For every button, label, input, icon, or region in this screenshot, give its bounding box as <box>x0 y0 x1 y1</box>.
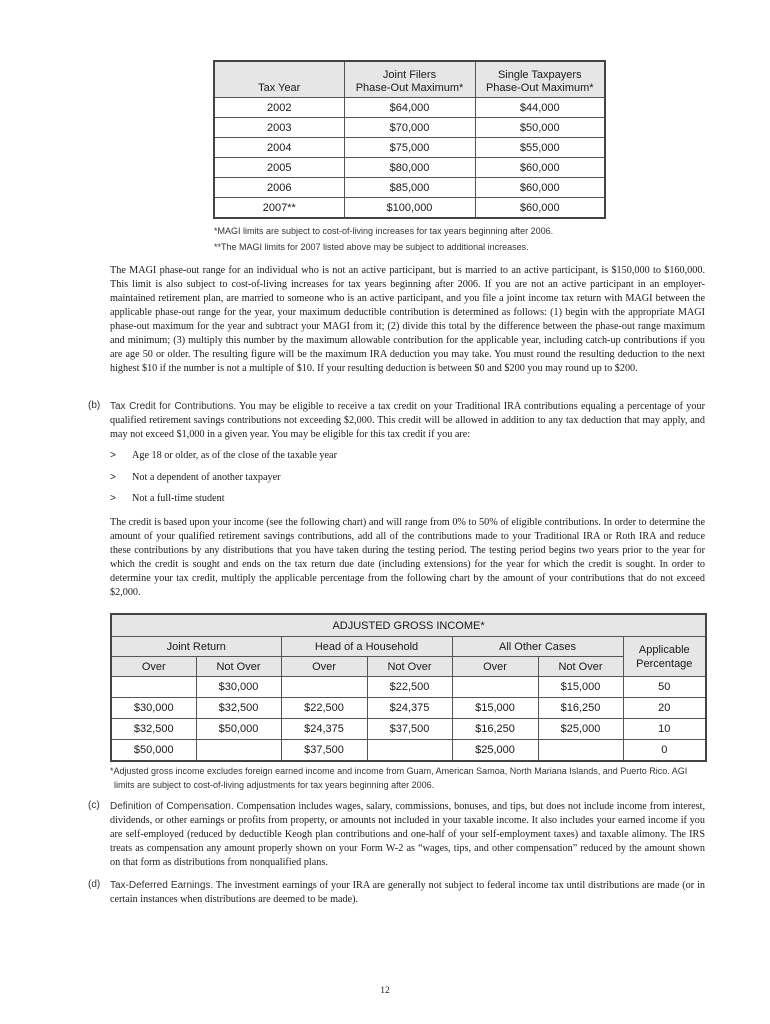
table-cell: 2006 <box>214 178 344 198</box>
table-cell: 2007** <box>214 198 344 219</box>
table-cell: 0 <box>623 740 706 762</box>
section-b-label: (b) <box>88 400 101 411</box>
col-header-not-over: Not Over <box>196 657 281 677</box>
table-row <box>214 158 605 178</box>
magi-phase-out-table <box>213 60 606 219</box>
section-d-heading: Tax-Deferred Earnings. <box>110 880 214 891</box>
table-cell: $25,000 <box>452 740 538 762</box>
table-cell: 10 <box>623 719 706 740</box>
table-cell <box>111 677 196 698</box>
table-cell <box>367 740 452 762</box>
table-cell: $64,000 <box>344 98 475 118</box>
table-cell: $70,000 <box>344 118 475 138</box>
table-cell: $37,500 <box>367 719 452 740</box>
table-cell: $15,000 <box>452 698 538 719</box>
table-row <box>111 698 706 719</box>
table-cell: $75,000 <box>344 138 475 158</box>
table1-footnote-1: *MAGI limits are subject to cost-of-living increases for tax years beginning after 2006. <box>214 226 554 236</box>
col-group-head-of-household: Head of a Household <box>281 637 452 657</box>
table-cell: 50 <box>623 677 706 698</box>
table-cell: $32,500 <box>196 698 281 719</box>
col-header-over: Over <box>452 657 538 677</box>
section-b-heading: Tax Credit for Contributions. <box>110 401 237 412</box>
table2-footnote-line-1: *Adjusted gross income excludes foreign earned income and income from Guam, American Samoa, North Mariana Islands, and Puerto Rico. AGI <box>110 766 688 776</box>
table-row <box>111 677 706 698</box>
table-cell: 2002 <box>214 98 344 118</box>
table-cell: $100,000 <box>344 198 475 219</box>
bullet-marker: > <box>110 450 116 461</box>
table-cell <box>538 740 623 762</box>
table-header-row <box>111 614 706 637</box>
list-item <box>110 493 225 504</box>
section-d-paragraph <box>110 879 705 907</box>
table-cell: $50,000 <box>475 118 605 138</box>
col-header-not-over: Not Over <box>367 657 452 677</box>
col-header-single-taxpayers: Single Taxpayers Phase-Out Maximum* <box>475 61 605 98</box>
table-cell: $50,000 <box>196 719 281 740</box>
table-cell: $16,250 <box>452 719 538 740</box>
table-cell <box>452 677 538 698</box>
table-cell: $16,250 <box>538 698 623 719</box>
col-header-applicable-percentage: Applicable Percentage <box>623 637 706 677</box>
col-header-tax-year: Tax Year <box>214 61 344 98</box>
agi-credit-table <box>110 613 707 762</box>
table-cell: $22,500 <box>367 677 452 698</box>
table-cell: $32,500 <box>111 719 196 740</box>
table1-footnote-2: **The MAGI limits for 2007 listed above may be subject to additional increases. <box>214 242 529 252</box>
table-cell: $44,000 <box>475 98 605 118</box>
table-cell: 2004 <box>214 138 344 158</box>
section-d-text: The investment earnings of your IRA are generally not subject to federal income tax until distributions are made (or in certain instances when distributions are deemed to be made). <box>110 880 705 905</box>
table-cell: $25,000 <box>538 719 623 740</box>
bullet-marker: > <box>110 472 116 483</box>
table-cell: $50,000 <box>111 740 196 762</box>
tax-credit-paragraph: The credit is based upon your income (see the following chart) and will range from 0% to 50% of eligible contributions. In order to determine the amount of your qualified retirement savings contributions, add all of the contributions made to your Traditional IRA or Roth IRA and reduce these contributions by any distributions that you have taken during the testing period. The testing period begins two years prior to the year for which the credit is sought and ends on the tax return due date (including extensions) for the year for which the credit is sought. In order to determine your tax credit, multiply the applicable percentage from the following chart by the amount of your contributions that do not exceed $2,000. <box>110 517 705 598</box>
table-cell: 2005 <box>214 158 344 178</box>
table-row <box>214 198 605 219</box>
table-header-row <box>214 61 605 98</box>
table-row <box>111 719 706 740</box>
table-cell: $85,000 <box>344 178 475 198</box>
list-item <box>110 450 337 461</box>
table-cell: $55,000 <box>475 138 605 158</box>
table-cell: $24,375 <box>367 698 452 719</box>
table-cell: $60,000 <box>475 198 605 219</box>
table-header-row <box>111 637 706 657</box>
table-row <box>214 98 605 118</box>
magi-paragraph: The MAGI phase-out range for an individual who is not an active participant, but is married to an active participant, is $150,000 to $160,000. This limit is also subject to cost-of-living increases for tax years beginning after 2006. If you are not an active participant in an employer-maintained retirement plan, are married to someone who is an active participant, and you file a joint income tax return with MAGI between the applicable phase-out range for the year, your maximum deductible contribution is determined as follows: (1) begin with the appropriate MAGI phase-out maximum for the year and subtract your MAGI from it; (2) divide this total by the difference between the phase-out range maximum and minimum; (3) multiply this number by the maximum allowable contribution for the applicable year, including catch-up contributions if you are age 50 or older. The resulting figure will be the maximum IRA deduction you may take. You must round the resulting deduction to the next highest $10 if the number is not a multiple of $10. If your resulting deduction is between $0 and $200 you may round up to $200. <box>110 265 705 374</box>
page-number: 12 <box>380 986 390 996</box>
bullet-marker: > <box>110 493 116 504</box>
col-group-joint-return: Joint Return <box>111 637 281 657</box>
table-cell: $22,500 <box>281 698 367 719</box>
table-cell: $80,000 <box>344 158 475 178</box>
section-c-paragraph <box>110 800 705 870</box>
table-cell: $15,000 <box>538 677 623 698</box>
section-c-heading: Definition of Compensation. <box>110 801 234 812</box>
section-c-label: (c) <box>88 800 100 811</box>
table-cell: $30,000 <box>111 698 196 719</box>
col-header-not-over: Not Over <box>538 657 623 677</box>
section-d-label: (d) <box>88 879 101 890</box>
table-cell: $60,000 <box>475 178 605 198</box>
table-cell: 20 <box>623 698 706 719</box>
table-row <box>214 138 605 158</box>
table2-footnote-line-2: limits are subject to cost-of-living adjustments for tax years beginning after 2006. <box>114 780 435 790</box>
table-cell <box>281 677 367 698</box>
section-b-paragraph <box>110 400 705 442</box>
col-group-all-other-cases: All Other Cases <box>452 637 623 657</box>
table-cell: $30,000 <box>196 677 281 698</box>
list-item-text: Not a full-time student <box>132 493 225 504</box>
table-row <box>214 178 605 198</box>
table-cell: $60,000 <box>475 158 605 178</box>
agi-title: ADJUSTED GROSS INCOME* <box>111 614 706 637</box>
table-cell <box>196 740 281 762</box>
section-b-text: You may be eligible to receive a tax credit on your Traditional IRA contributions equaling a percentage of your qualified retirement savings contributions not exceeding $2,000. This credit will be allowed in addition to any tax deduction that may apply, and may not exceed $1,000 in a given year. You may be eligible for this tax credit if you are: <box>110 401 705 440</box>
table-cell: 2003 <box>214 118 344 138</box>
col-header-over: Over <box>281 657 367 677</box>
table-cell: $37,500 <box>281 740 367 762</box>
col-header-joint-filers: Joint Filers Phase-Out Maximum* <box>344 61 475 98</box>
list-item <box>110 472 281 483</box>
table-header-row <box>111 657 706 677</box>
table-cell: $24,375 <box>281 719 367 740</box>
list-item-text: Age 18 or older, as of the close of the taxable year <box>132 450 337 461</box>
list-item-text: Not a dependent of another taxpayer <box>132 472 281 483</box>
col-header-over: Over <box>111 657 196 677</box>
table-row <box>111 740 706 762</box>
table-row <box>214 118 605 138</box>
section-c-text: Compensation includes wages, salary, commissions, bonuses, and tips, but does not include income from interest, dividends, or other earnings or profits from property, or amounts not included in your taxable income. It also includes your earned income if you are self-employed (reduced by deductible Keogh plan contributions and one-half of your self-employment taxes) and taxable alimony. The IRS treats as compensation any amount properly shown on your Form W-2 as “wages, tips, and other compensation” reduced by the amount shown on that form as distributions from nonqualified plans. <box>110 801 705 868</box>
